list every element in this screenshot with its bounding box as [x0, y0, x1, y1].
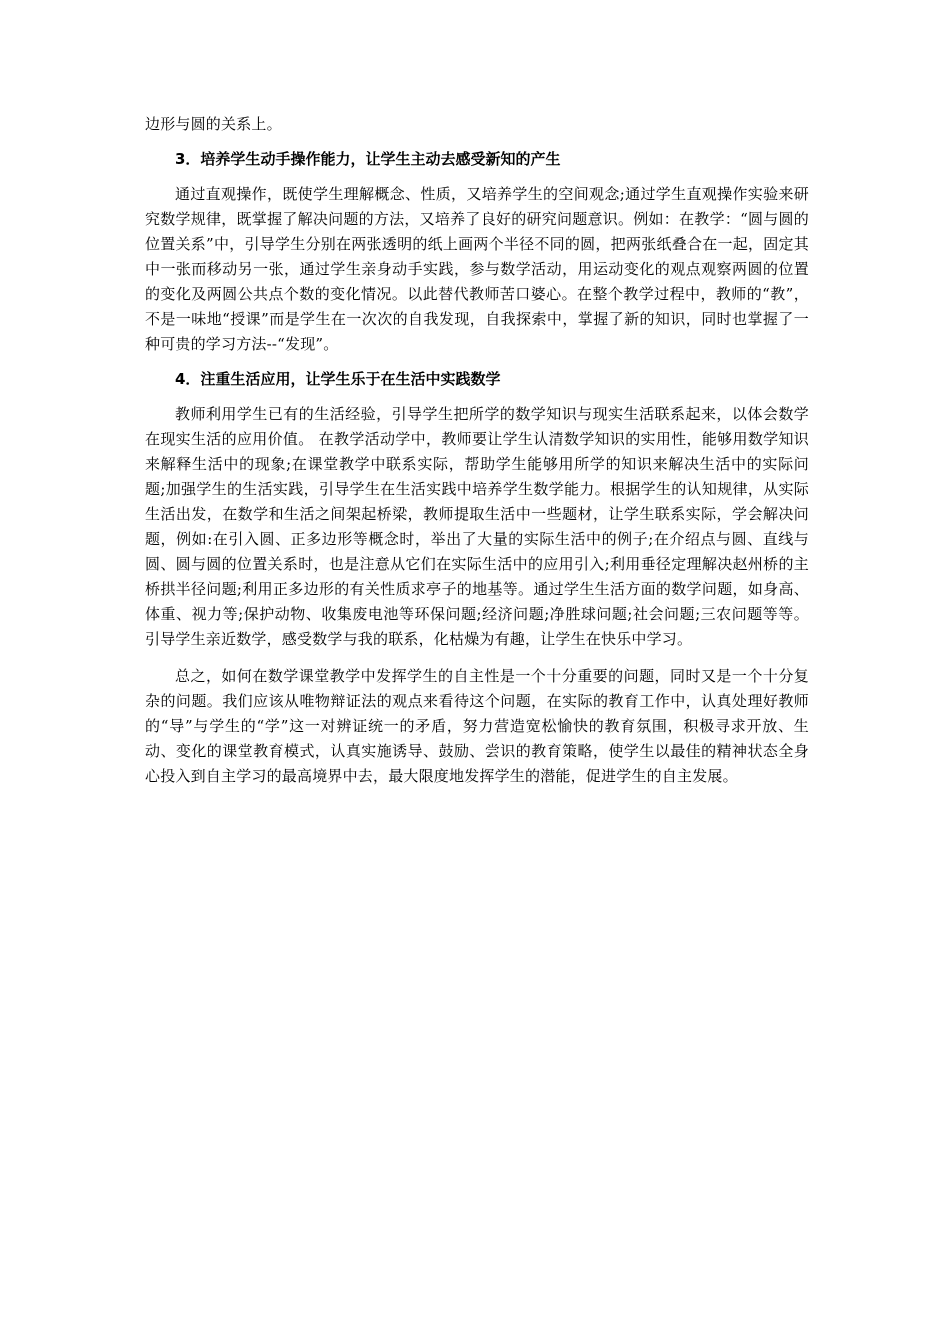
- section-3-body: 通过直观操作，既使学生理解概念、性质，又培养学生的空间观念;通过学生直观操作实验来研究数学规律，既掌握了解决问题的方法，又培养了良好的研究问题意识。例如：在教学：“圆与圆的位置关系”中，引导学生分别在两张透明的纸上画两个半径不同的圆，把两张纸叠合在一起，固定其中一张而移动另一张，通过学生亲身动手实践，参与数学活动，用运动变化的观点观察两圆的位置的变化及两圆公共点个数的变化情况。以此替代教师苦口婆心。在整个教学过程中，教师的“教”，不是一味地“授课”而是学生在一次次的自我发现，自我探索中，掌握了新的知识，同时也掌握了一种可贵的学习方法--“发现”。: [145, 185, 809, 353]
- spacer: [145, 172, 809, 182]
- intro-tail-paragraph: 边形与圆的关系上。: [145, 115, 282, 133]
- spacer: [145, 357, 809, 367]
- document-page: [145, 112, 809, 789]
- section-3-heading: 3．培养学生动手操作能力，让学生主动去感受新知的产生: [175, 150, 561, 168]
- spacer: [145, 137, 809, 147]
- section-4-heading: 4．注重生活应用，让学生乐于在生活中实践数学: [175, 370, 501, 388]
- spacer: [145, 392, 809, 402]
- conclusion-paragraph: 总之，如何在数学课堂教学中发挥学生的自主性是一个十分重要的问题，同时又是一个十分复杂的问题。我们应该从唯物辩证法的观点来看待这个问题，在实际的教育工作中，认真处理好教师的“导”与学生的“学”这一对辨证统一的矛盾，努力营造宽松愉快的教育氛围，积极寻求开放、生动、变化的课堂教育模式，认真实施诱导、鼓励、尝识的教育策略，使学生以最佳的精神状态全身心投入到自主学习的最高境界中去，最大限度地发挥学生的潜能，促进学生的自主发展。: [145, 667, 809, 785]
- spacer: [145, 652, 809, 664]
- section-4-body: 教师利用学生已有的生活经验，引导学生把所学的数学知识与现实生活联系起来，以体会数学在现实生活的应用价值。 在教学活动学中，教师要让学生认清数学知识的实用性，能够用数学知识来解释生活中的现象;在课堂教学中联系实际，帮助学生能够用所学的知识来解决生活中的实际问题;加强学生的生活实践，引导学生在生活实践中培养学生数学能力。根据学生的认知规律，从实际生活出发，在数学和生活之间架起桥梁，教师提取生活中一些题材，让学生联系实际，学会解决问题，例如:在引入圆、正多边形等概念时，举出了大量的实际生活中的例子;在介绍点与圆、直线与圆、圆与圆的位置关系时，也是注意从它们在实际生活中的应用引入;利用垂径定理解决赵州桥的主桥拱半径问题;利用正多边形的有关性质求亭子的地基等。通过学生生活方面的数学问题，如身高、体重、视力等;保护动物、收集废电池等环保问题;经济问题;净胜球问题;社会问题;三农问题等等。引导学生亲近数学，感受数学与我的联系，化枯燥为有趣，让学生在快乐中学习。: [145, 405, 809, 648]
